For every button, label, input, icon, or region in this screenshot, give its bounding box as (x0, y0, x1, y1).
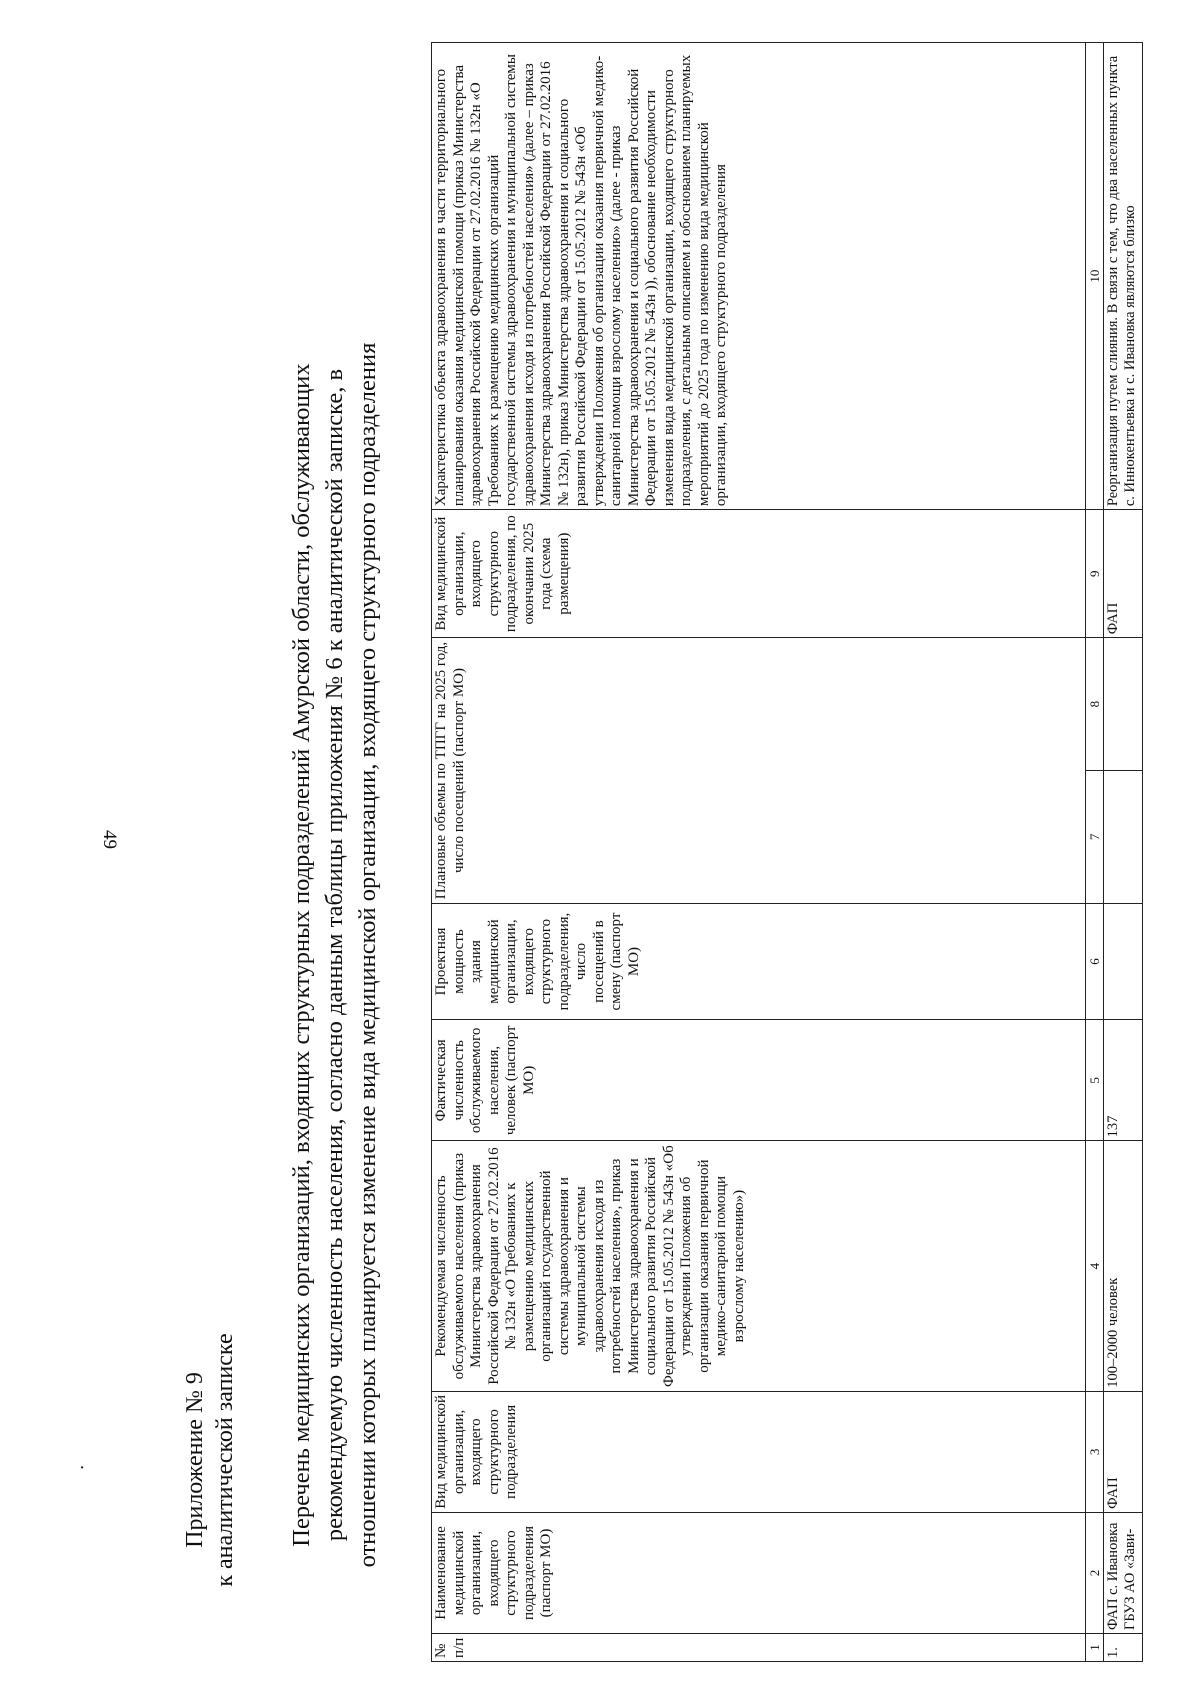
column-number: 4 (1086, 1141, 1104, 1391)
cell-planned-volume-b (1104, 638, 1143, 771)
cell-recommended-population: 100–2000 человек (1104, 1141, 1143, 1391)
appendix-line-2: к аналитической записке (212, 1333, 238, 1587)
column-number: 2 (1086, 1512, 1104, 1633)
header-design-capacity: Проектная мощность здания медицинской организации, входящего структурного подразделения, число посещений в смену (паспорт МО) (432, 903, 1086, 1019)
cell-org-type-2025: ФАП (1104, 510, 1143, 638)
header-actual-population: Фактическая численность обслуживаемого населения, человек (паспорт МО) (432, 1020, 1086, 1141)
cell-characteristics: Реорганизация путем слияния. В связи с тем, что два населенных пункта с. Иннокентьевка и с. Ивановка являются близко (1104, 43, 1143, 510)
cell-actual-population: 137 (1104, 1020, 1143, 1141)
cell-org-name: ФАП с. Ивановка ГБУЗ АО «Зави- (1104, 1512, 1143, 1633)
cell-planned-volume-a (1104, 771, 1143, 904)
header-number: № п/п (432, 1634, 1086, 1662)
header-org-name: Наименование медицинской организации, входящего структурного подразделения (паспорт МО) (432, 1512, 1086, 1633)
page-number: 49 (99, 830, 120, 849)
column-number: 9 (1086, 510, 1104, 638)
cell-number: 1. (1104, 1634, 1143, 1662)
cell-org-type: ФАП (1104, 1391, 1143, 1512)
column-number: 5 (1086, 1020, 1104, 1141)
header-planned-volumes: Плановые объемы по ТПГГ на 2025 год, число посещений (паспорт МО) (432, 638, 1086, 904)
column-number: 7 (1086, 771, 1104, 904)
column-number: 8 (1086, 638, 1104, 771)
header-org-type: Вид медицинской организации, входящего структурного подразделения (432, 1391, 1086, 1512)
column-number: 10 (1086, 43, 1104, 510)
header-characteristics: Характеристика объекта здравоохранения в части территориального планирования оказания медицинской помощи (приказ Министерства здравоохранения Российской Федерации от 27.02.2016 № 132н «О Требованиях к размещению медицинских организаций государственной системы здравоохранения и муниципальной системы здравоохранения исходя из потребностей населения» (далее – приказ Министерства здравоохранения Российской Федерации от 27.02.2016 № 132н), приказ Министерства здравоохранения и социального развития Российской Федерации от 15.05.2012 № 543н «Об утверждении Положения об организации оказания первичной медико-санитарной помощи взрослому населению» (далее - приказ Министерства здравоохранения и социального развития Российской Федерации от 15.05.2012 № 543н )), обоснование необходимости изменения вида медицинской организации, входящего структурного подразделения, с детальным описанием и обоснованием планируемых мероприятий до 2025 года по изменению вида медицинской организации, входящего структурного подразделения (432, 43, 1086, 510)
title-line-2: рекомендуемую численность населения, согласно данным таблицы приложения № 6 к аналитической записке, в (321, 368, 348, 1542)
column-number: 3 (1086, 1391, 1104, 1512)
column-number: 1 (1086, 1634, 1104, 1662)
title-line-3: отношении которых планируется изменение вида медицинской организации, входящего структурного подразделения (354, 342, 381, 1568)
table-header-row (432, 43, 1086, 1662)
header-org-type-2025: Вид медицинской организации, входящего структурного подразделения, по окончании 2025 года (схема размещения) (432, 510, 1086, 638)
cell-design-capacity (1104, 903, 1143, 1019)
column-number: 6 (1086, 903, 1104, 1019)
header-recommended-population: Рекомендуемая численность обслуживаемого населения (приказ Министерства здравоохранения Российской Федерации от 27.02.2016 № 132н «О Требованиях к размещению медицинских организаций государственной системы здравоохранения и муниципальной системы здравоохранения исходя из потребностей населения», приказ Министерства здравоохранения и социального развития Российской Федерации от 15.05.2012 № 543н «Об утверждении Положения об организации оказания первичной медико-санитарной помощи взрослому населению») (432, 1141, 1086, 1391)
table-row (1104, 43, 1143, 1662)
appendix-label (180, 1270, 240, 1650)
organizations-table (431, 42, 1143, 1662)
title-line-1: Перечень медицинских организаций, входящих структурных подразделений Амурской области, обслуживающих (288, 363, 315, 1547)
document-title (285, 275, 384, 1635)
stray-dot: . (76, 1465, 97, 1470)
column-number-row (1086, 43, 1104, 1662)
appendix-line-1: Приложение № 9 (182, 1372, 208, 1548)
